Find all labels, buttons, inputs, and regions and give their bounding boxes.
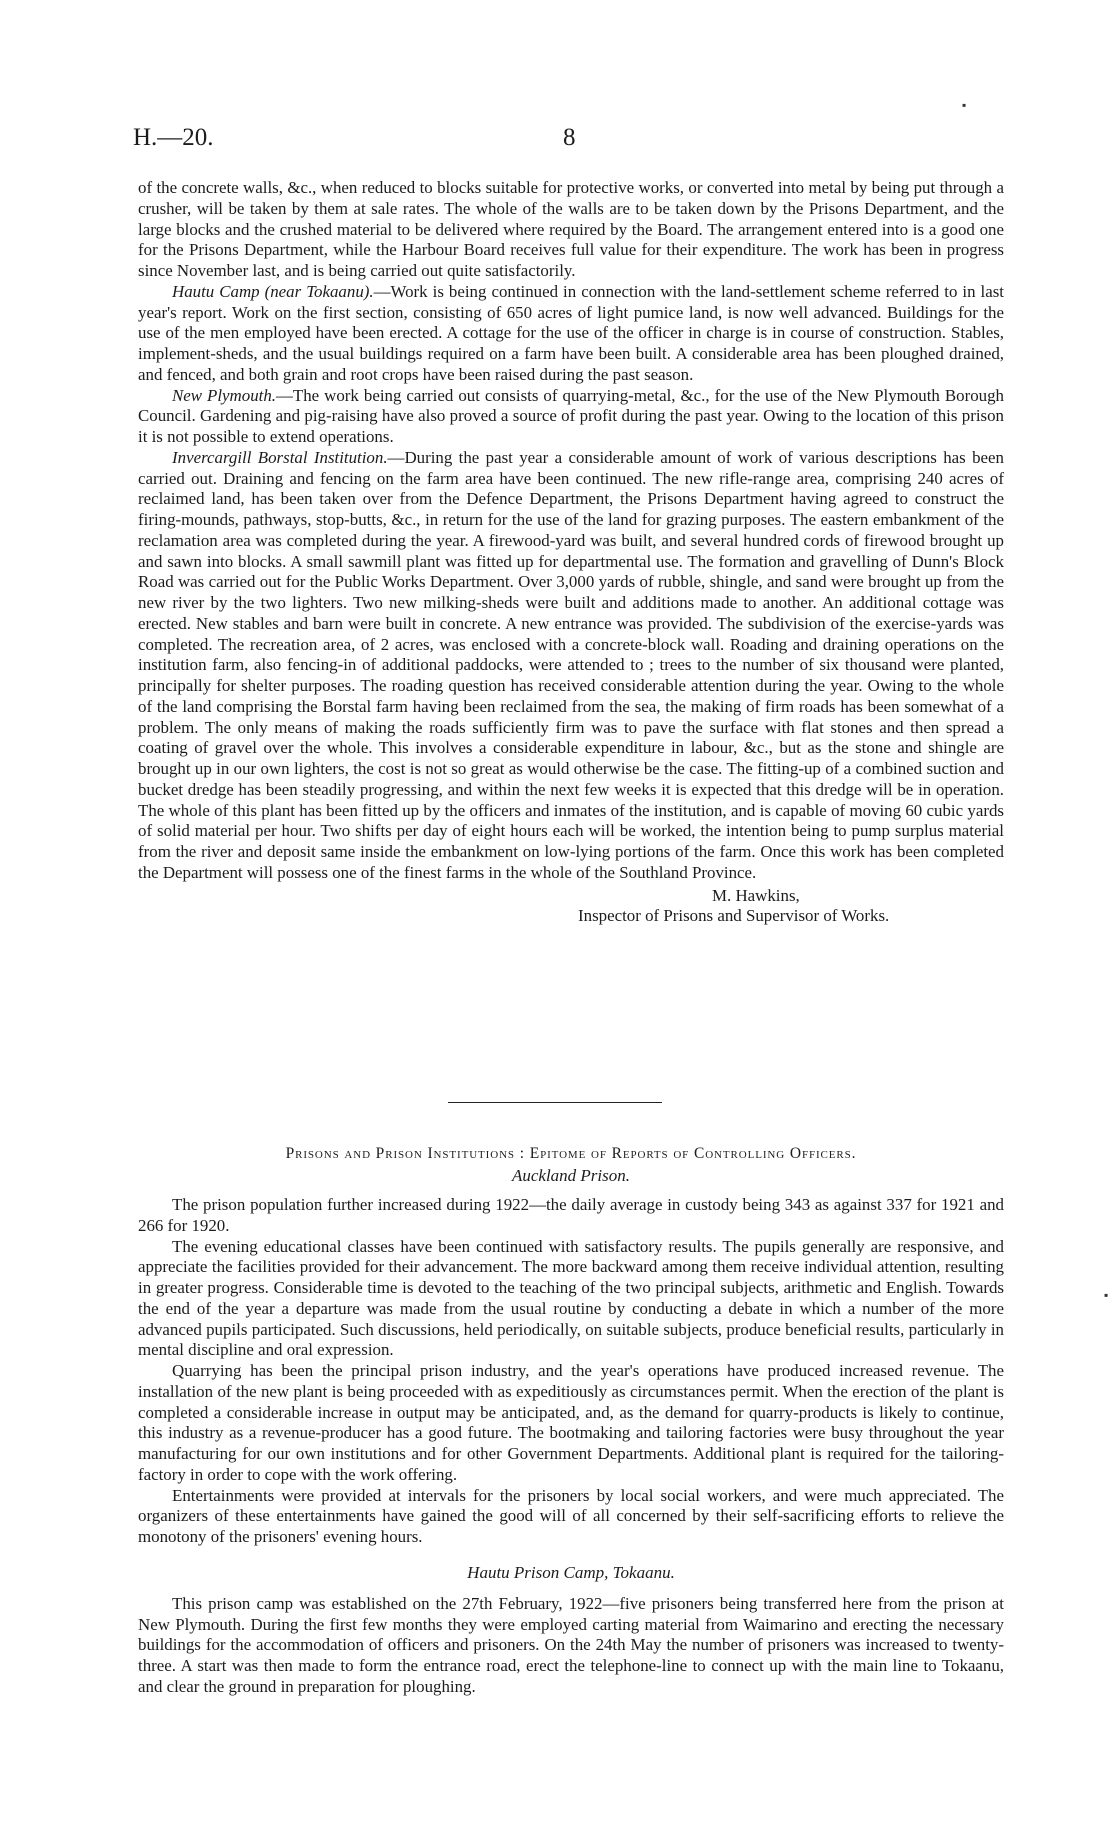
new-plymouth-heading: New Plymouth. (172, 385, 276, 405)
scan-mark: ▪ (1104, 1288, 1109, 1302)
report-reference: H.—20. (133, 124, 214, 151)
inspector-report-continuation (138, 178, 1004, 927)
invercargill-heading: Invercargill Borstal Institution. (172, 447, 388, 467)
auckland-paragraph: Quarrying has been the principal prison industry, and the year's operations have produced increased revenue. The installation of the new plant is being proceeded with as expeditiously as circumstances permit. When the erection of the plant is completed a considerable increase in output may be anticipated, and, as the demand for quarry-products is likely to continue, this industry as a revenue-producer has a good future. The bootmaking and tailoring factories were busy throughout the year manufacturing for our own institutions and for other Government Departments. Additional plant is required for the tailoring-factory in order to cope with the work offering. (138, 1361, 1004, 1484)
epitome-section (138, 1143, 1004, 1698)
page-header (133, 124, 1003, 160)
section-divider (448, 1102, 662, 1103)
invercargill-text: —During the past year a considerable amount of work of various descriptions has been carried out. Draining and fencing on the farm area have been continued. The new rifle-range area, comprising 240 acres of reclaimed land, has been taken over from the Defence Department, the Prisons Department having agreed to construct the firing-mounds, pathways, stop-butts, &c., in return for the use of the land for grazing purposes. The eastern embankment of the reclamation area was completed during the year. A firewood-yard was built, and several hundred cords of firewood brought up and sawn into blocks. A small sawmill plant was fitted up for departmental use. The formation and gravelling of Dunn's Block Road was carried out for the Public Works Department. Over 3,000 yards of rubble, shingle, and sand were brought up from the new river by the two lighters. Two new milking-sheds were built and additions made to another. An additional cottage was erected. New stables and barn were built in concrete. A new entrance was provided. The subdivision of the exercise-yards was completed. The recreation area, of 2 acres, was enclosed with a concrete-block wall. Roading and draining operations on the institution farm, also fencing-in of additional paddocks, were attended to ; trees to the number of six thousand were planted, principally for shelter purposes. The roading question has received considerable attention during the year. Owing to the whole of the land comprising the Borstal farm having been reclaimed from the sea, the making of firm roads has been somewhat of a problem. The only means of making the roads sufficiently firm was to pave the surface with flat stones and then spread a coating of gravel over the whole. This involves a considerable expenditure in labour, &c., but as the stone and shingle are brought up in our own lighters, the cost is not so great as would otherwise be the case. The fitting-up of a combined suction and bucket dredge has been steadily progressing, and within the next few weeks it is expected that this dredge will be in operation. The whole of this plant has been fitted up by the officers and inmates of the institution, and is capable of moving 60 cubic yards of solid material per hour. Two shifts per day of eight hours each will be worked, the intention being to pump surplus material from the river and deposit same inside the embankment on low-lying portions of the farm. Once this work has been completed the Department will possess one of the finest farms in the whole of the Southland Province. (138, 447, 1004, 882)
new-plymouth-text: —The work being carried out consists of quarrying-metal, &c., for the use of the New Plymouth Borough Council. Gardening and pig-raising have also proved a source of profit during the past year. Owing to the location of this prison it is not possible to extend operations. (138, 385, 1004, 446)
auckland-paragraph: Entertainments were provided at intervals for the prisoners by local social workers, and were much appreciated. The organizers of these entertainments have gained the good will of all concerned by their self-sacrificing efforts to relieve the monotony of the prisoners' evening hours. (138, 1485, 1004, 1546)
signature-name: M. Hawkins, (712, 885, 800, 905)
page-number: 8 (563, 124, 576, 151)
signature-title: Inspector of Prisons and Supervisor of Works. (578, 906, 890, 926)
walls-paragraph: of the concrete walls, &c., when reduced to blocks suitable for protective works, or converted into metal by being put through a crusher, will be taken by them at sale rates. The whole of the walls are to be taken down by the Prisons Department, and the large blocks and the crushed material to be delivered where required by the Board. The arrangement entered into is a good one for the Prisons Department, while the Harbour Board receives full value for their expenditure. The work has been in progress since November last, and is being carried out quite satisfactorily. (138, 178, 1004, 280)
hautu-camp-heading: Hautu Camp (near Tokaanu). (172, 281, 374, 301)
auckland-paragraph: The evening educational classes have been continued with satisfactory results. The pupils generally are responsive, and appreciate the facilities provided for their advancement. The more backward among them receive individual attention, resulting in greater progress. Considerable time is devoted to the teaching of the two principal subjects, arithmetic and English. Towards the end of the year a departure was made from the usual routine by conducting a debate in which a number of the more advanced pupils participated. Such discussions, held periodically, on suitable subjects, produce beneficial results, particularly in mental discipline and oral expression. (138, 1236, 1004, 1360)
scan-mark: ▪ (962, 98, 967, 112)
auckland-paragraph: The prison population further increased during 1922—the daily average in custody being 343 as against 337 for 1921 and 266 for 1920. (138, 1195, 1004, 1235)
auckland-prison-heading: Auckland Prison. (511, 1166, 631, 1185)
epitome-title: Prisons and Prison Institutions : Epitome of Reports of Controlling Officers. (285, 1145, 857, 1162)
hautu-prison-camp-paragraph: This prison camp was established on the 27th February, 1922—five prisoners being transferred here from the prison at New Plymouth. During the first few months they were employed carting material from Waimarino and erecting the necessary buildings for the accommodation of officers and prisoners. On the 24th May the number of prisoners was increased to twenty-three. A start was then made to form the entrance road, erect the telephone-line to connect up with the main line to Tokaanu, and clear the ground in preparation for ploughing. (138, 1593, 1004, 1696)
hautu-prison-camp-heading: Hautu Prison Camp, Tokaanu. (467, 1562, 675, 1582)
hautu-camp-paragraph (138, 282, 1004, 386)
new-plymouth-paragraph (138, 386, 1004, 448)
hautu-camp-text: —Work is being continued in connection with the land-settlement scheme referred to in last year's report. Work on the first section, consisting of 650 acres of light pumice land, is now well advanced. Buildings for the use of the men employed have been erected. A cottage for the use of the officer in charge is in course of construction. Stables, implement-sheds, and the usual buildings required on a farm have been built. A considerable area has been ploughed drained, and fenced, and both grain and root crops have been raised during the past season. (138, 281, 1004, 384)
invercargill-paragraph (138, 448, 1004, 884)
